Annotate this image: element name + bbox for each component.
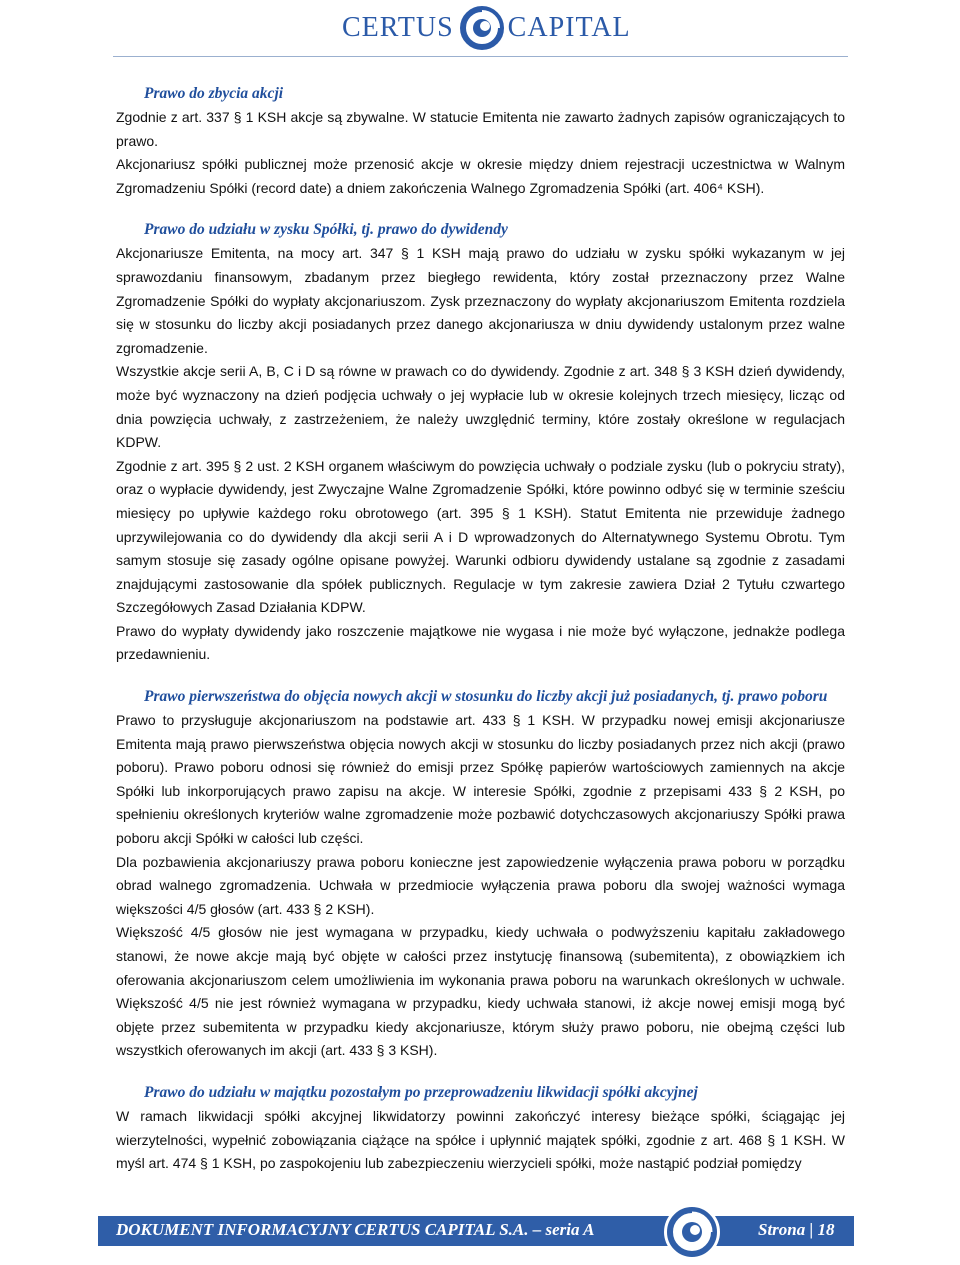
section-dividend-right bbox=[116, 218, 845, 667]
footer-logo-mark bbox=[664, 1204, 720, 1260]
section-share-transfer bbox=[116, 82, 845, 200]
company-logo bbox=[342, 6, 631, 50]
paragraph: Prawo to przysługuje akcjonariuszom na podstawie art. 433 § 1 KSH. W przypadku nowej emisji akcjonariusze Emitenta mają prawo pierwszeństwa objęcia nowych akcji w stosunku do liczby posiadanych przez nich akcji (prawo poboru). Prawo poboru odnosi się również do emisji przez Spółkę papierów wartościowych zamiennych na akcje Spółki lub inkorporujących prawo zapisu na akcje. W interesie Spółki, zgodnie z przepisami 433 § 2 KSH, po spełnieniu określonych kryteriów walne zgromadzenie może pozbawić dotychczasowych akcjonariuszy Spółki prawa poboru akcji Spółki w całości lub części. bbox=[116, 712, 845, 847]
paragraph: Wszystkie akcje serii A, B, C i D są równe w prawach co do dywidendy. Zgodnie z art. 348 § 3 KSH dzień dywidendy, może być wyznaczony na dzień podjęcia uchwały o jej wypłacie lub w okresie kolejnych trzech miesięcy, licząc od dnia powzięcia uchwały, z zastrzeżeniem, że należy uwzględnić terminy, które zostały określone w regulacjach KDPW. bbox=[116, 363, 845, 451]
paragraph: W ramach likwidacji spółki akcyjnej likwidatorzy powinni zakończyć interesy bieżące spółki, ściągając jej wierzytelności, wypełnić zobowiązania ciążące na spółce i upłynnić majątek spółki, zgodnie z art. 468 § 1 KSH. W myśl art. 474 § 1 KSH, po zaspokojeniu lub zabezpieczeniu wierzycieli spółki, może nastąpić podział pomiędzy bbox=[116, 1107, 845, 1172]
paragraph: Zgodnie z art. 395 § 2 ust. 2 KSH organem właściwym do powzięcia uchwały o podziale zysku (lub o pokryciu straty), oraz o wypłacie dywidendy, jest Zwyczajne Walne Zgromadzenie Spółki, które powinno odbyć się w terminie sześciu miesięcy po upływie każdego roku obrotowego (art. 395 § 1 KSH). Statut Emitenta nie przewiduje żadnego uprzywilejowania co do dywidendy dla akcji serii A i D wprowadzonych do Alternatywnego Systemu Obrotu. Tym samym stosuje się zasady ogólne opisane powyżej. Warunki odbioru dywidendy ustalane są zgodnie z zasadami znajdującymi zastosowanie dla spółek publicznych. Regulacje w tym zakresie zawiera Dział 2 Tytułu czwartego Szczegółowych Zasad Działania KDPW. bbox=[116, 457, 845, 616]
paragraph: Zgodnie z art. 337 § 1 KSH akcje są zbywalne. W statucie Emitenta nie zawarto żadnych zapisów ograniczających to prawo. bbox=[116, 109, 845, 149]
logo-text-left: CERTUS bbox=[342, 12, 454, 43]
section-heading: Prawo pierwszeństwa do objęcia nowych akcji w stosunku do liczby akcji już posiadanych, tj. prawo poboru bbox=[144, 688, 828, 706]
footer-title-series: seria A bbox=[545, 1220, 595, 1239]
page-footer bbox=[0, 1214, 960, 1250]
footer-swirl-icon bbox=[664, 1204, 720, 1260]
document-body bbox=[116, 72, 845, 1176]
section-liquidation-right bbox=[116, 1081, 845, 1176]
paragraph: Dla pozbawienia akcjonariuszy prawa poboru konieczne jest zapowiedzenie wyłączenia prawa poboru w porządku obrad walnego zgromadzenia. Uchwała w przedmiocie wyłączenia prawa poboru dla swojej ważności wymaga większości 4/5 głosów (art. 433 § 2 KSH). bbox=[116, 853, 845, 917]
page-header bbox=[0, 0, 960, 60]
footer-page-number: Strona | 18 bbox=[758, 1220, 835, 1239]
logo-swirl-icon bbox=[460, 6, 504, 50]
paragraph: Akcjonariusz spółki publicznej może przenosić akcje w okresie między dniem rejestracji uczestnictwa w Walnym Zgromadzeniu Spółki (record date) a dniem zakończenia Walnego Zgromadzenia Spółki (art. 406⁴ KSH). bbox=[116, 156, 845, 196]
paragraph: Prawo do wypłaty dywidendy jako roszczenie majątkowe nie wygasa i nie może być wyłączone, jednakże podlega przedawnieniu. bbox=[116, 622, 845, 663]
logo-text-right: CAPITAL bbox=[507, 12, 631, 43]
section-heading: Prawo do udziału w majątku pozostałym po przeprowadzeniu likwidacji spółki akcyjnej bbox=[144, 1083, 698, 1101]
footer-document-title bbox=[116, 1220, 594, 1240]
footer-title-prefix: DOKUMENT INFORMACYJNY CERTUS CAPITAL S.A. bbox=[116, 1220, 529, 1239]
header-divider bbox=[113, 56, 848, 57]
paragraph: Akcjonariusze Emitenta, na mocy art. 347 § 1 KSH mają prawo do udziału w zysku spółki wykazanym w jej sprawozdaniu finansowym, zbadanym przez biegłego rewidenta, który został przeznaczony przez Walne Zgromadzenie Spółki do wypłaty akcjonariuszom. Zysk przeznaczony do wypłaty akcjonariuszom Emitenta rozdziela się w stosunku do liczby akcji posiadanych przez danego akcjonariusza w dniu dywidendy ustalonym przez walne zgromadzenie. bbox=[116, 245, 845, 356]
section-heading: Prawo do zbycia akcji bbox=[144, 85, 284, 102]
section-heading: Prawo do udziału w zysku Spółki, tj. prawo do dywidendy bbox=[144, 221, 508, 239]
section-preemptive-right bbox=[116, 685, 845, 1063]
paragraph: Większość 4/5 głosów nie jest wymagana w przypadku, kiedy uchwała o podwyższeniu kapitału zakładowego stanowi, że nowe akcje mają być objęte w całości przez instytucję finansową (subemitenta), z obowiązkiem ich oferowania akcjonariuszom celem umożliwienia im wykonania prawa poboru na warunkach określonych w uchwale. Większość 4/5 nie jest również wymagana w przypadku, kiedy uchwała stanowi, iż akcje nowej emisji mogą być objęte przez subemitenta w przypadku kiedy akcjonariusze, którym służy prawo poboru, nie obejmą części lub wszystkich oferowanych im akcji (art. 433 § 3 KSH). bbox=[116, 924, 845, 1059]
footer-title-dash: – bbox=[532, 1220, 546, 1239]
